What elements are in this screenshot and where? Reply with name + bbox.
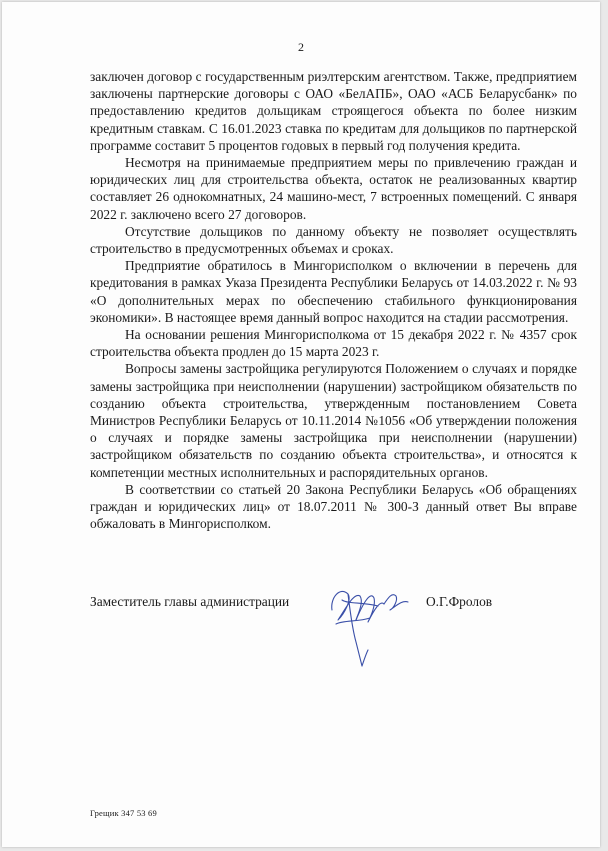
- paragraph-deadline-extension: На основании решения Мингорисполкома от 15 декабря 2022 г. № 4357 срок строительства объекта продлен до 15 марта 2023 г.: [90, 327, 577, 360]
- paragraph-appeal-right: В соответствии со статьей 20 Закона Республики Беларусь «Об обращениях граждан и юридических лиц» от 18.07.2011 № 300-З данный ответ Вы вправе обжаловать в Мингорисполком.: [90, 481, 577, 532]
- letter-body: [90, 68, 577, 532]
- paragraph-credit-programs: заключен договор с государственным риэлтерским агентством. Также, предприятием заключены партнерские договоры с ОАО «БелАПБ», ОАО «АСБ Беларусбанк» по предоставлению кредитов дольщикам строящегося объекта по более низким кредитным ставкам. С 16.01.2023 ставка по кредитам для дольщиков по партнерской программе составит 5 процентов годовых в первый год получения кредита.: [90, 69, 577, 153]
- paragraph-developer-replacement: Вопросы замены застройщика регулируются Положением о случаях и порядке замены застройщика при неисполнении (нарушении) застройщиком обязательств по созданию объекта строительства, утвержденным постановлением Совета Министров Республики Беларусь от 10.11.2014 №1056 «Об утверждении положения о случаях и порядке замены застройщика при неисполнении (нарушении) застройщиком обязательств по созданию объекта строительства», и относятся к компетенции местных исполнительных и распорядительных органов.: [90, 361, 577, 480]
- paragraph-no-shareholders: Отсутствие дольщиков по данному объекту не позволяет осуществлять строительство в предусмотренных объемах и сроках.: [90, 223, 577, 257]
- paragraph-crediting-request: Предприятие обратилось в Мингорисполком о включении в перечень для кредитования в рамках Указа Президента Республики Беларусь от 14.03.2022 г. № 93 «О дополнительных мерах по обеспечению стабильного функционирования экономики». В настоящее время данный вопрос находится на стадии рассмотрения.: [90, 258, 577, 325]
- document-page: [2, 2, 600, 847]
- paragraph-unsold-apartments: Несмотря на принимаемые предприятием меры по привлечению граждан и юридических лиц для строительства объекта, остаток не реализованных квартир составляет 26 однокомнатных, 24 машино-мест, 7 встроенных помещений. С января 2022 г. заключено всего 27 договоров.: [90, 155, 577, 222]
- signer-position: Заместитель главы администрации: [90, 594, 290, 609]
- page-number: 2: [298, 40, 304, 54]
- contact-line: Грещик 347 53 69: [90, 808, 157, 818]
- signer-name: О.Г.Фролов: [426, 594, 493, 609]
- handwritten-signature: [318, 580, 418, 675]
